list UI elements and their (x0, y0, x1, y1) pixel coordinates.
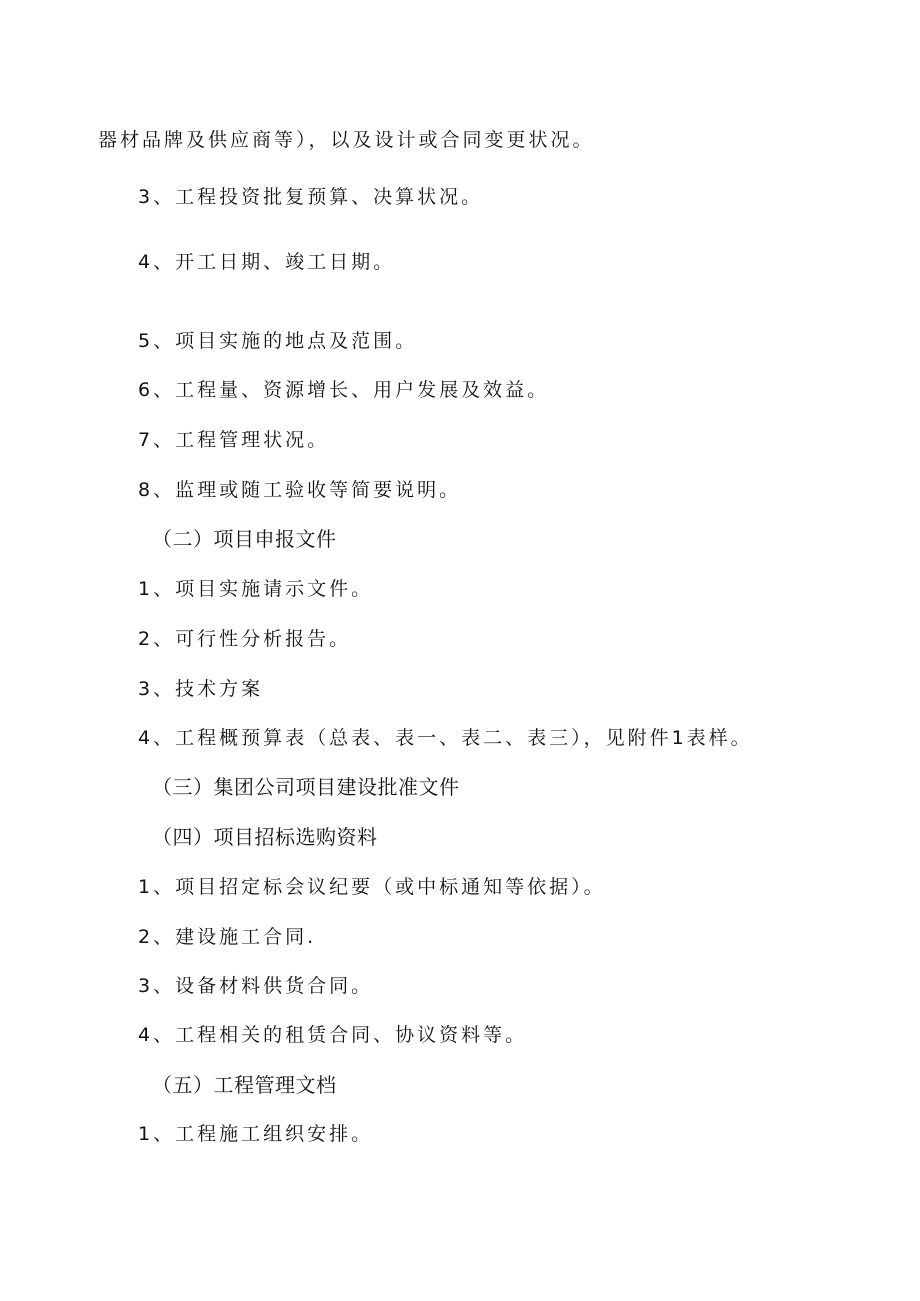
list-item: 3、技术方案 (138, 678, 264, 700)
section-heading: （四）项目招标选购资料 (152, 825, 378, 849)
list-item: 6、工程量、资源增长、用户发展及效益。 (138, 379, 550, 401)
paragraph-continuation: 器材品牌及供应商等），以及设计或合同变更状况。 (98, 129, 595, 151)
section-heading: （五）工程管理文档 (152, 1073, 337, 1097)
list-item: 2、可行性分析报告。 (138, 628, 352, 650)
list-item: 4、开工日期、竣工日期。 (138, 251, 396, 273)
section-heading: （二）项目申报文件 (152, 527, 337, 551)
list-item: 3、工程投资批复预算、决算状况。 (138, 186, 484, 208)
list-item: 3、设备材料供货合同。 (138, 975, 374, 997)
list-item: 1、项目招定标会议纪要（或中标通知等依据）。 (138, 876, 606, 898)
list-item: 4、工程概预算表（总表、表一、表二、表三），见附件1表样。 (138, 727, 753, 749)
list-item: 1、项目实施请示文件。 (138, 578, 374, 600)
list-item: 1、工程施工组织安排。 (138, 1123, 374, 1145)
list-item: 5、项目实施的地点及范围。 (138, 330, 418, 352)
list-item: 4、工程相关的租赁合同、协议资料等。 (138, 1024, 528, 1046)
list-item: 8、监理或随工验收等简要说明。 (138, 479, 462, 501)
list-item: 2、建设施工合同. (138, 926, 317, 948)
list-item: 7、工程管理状况。 (138, 429, 330, 451)
section-heading: （三）集团公司项目建设批准文件 (152, 775, 460, 799)
